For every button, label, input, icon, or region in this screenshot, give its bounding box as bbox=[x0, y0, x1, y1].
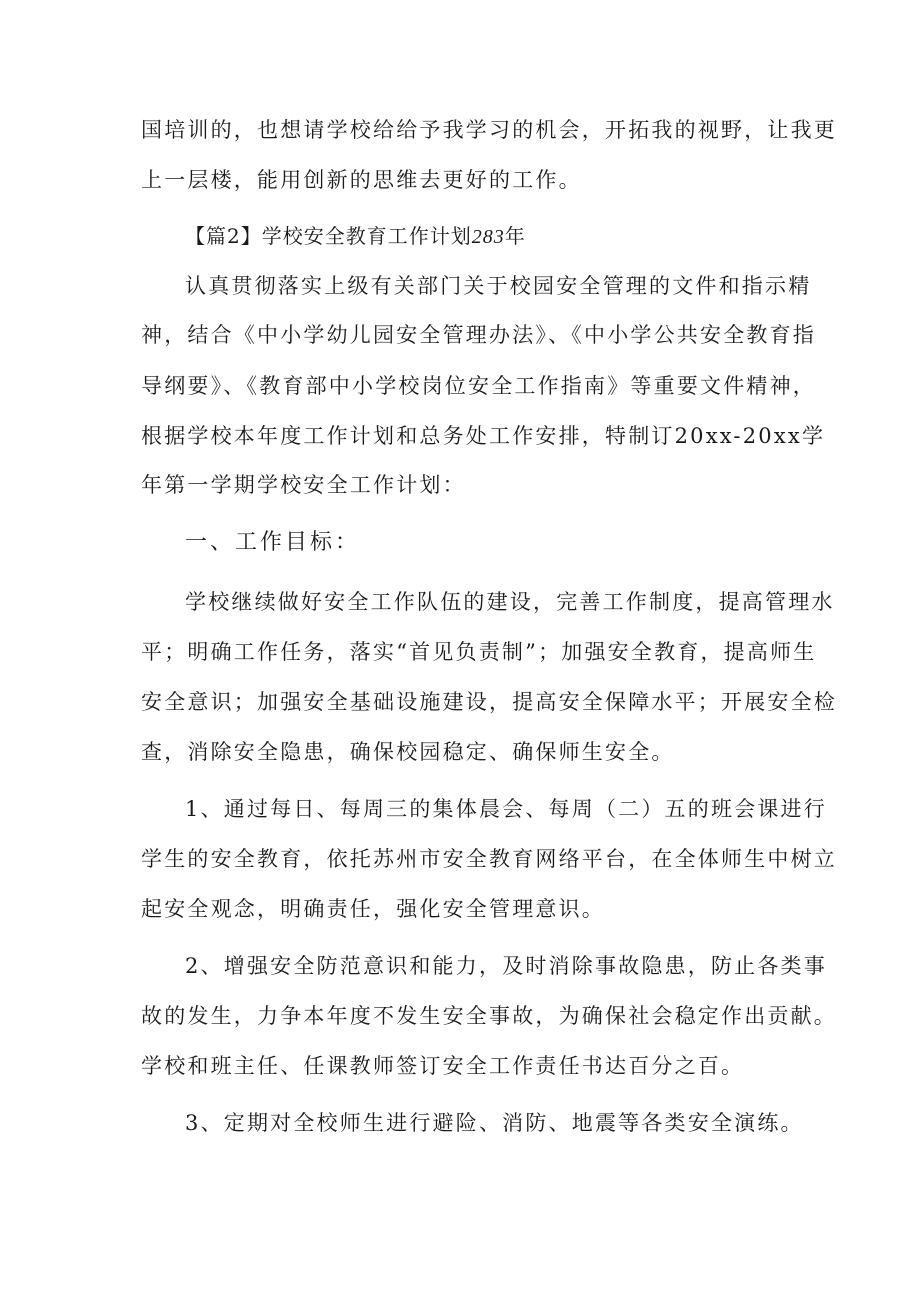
item2-line-2: 故的发生，力争本年度不发生安全事故，为确保社会稳定作出贡献。 bbox=[141, 1004, 837, 1028]
item2-line-3: 学校和班主任、任课教师签订安全工作责任书达百分之百。 bbox=[141, 1054, 745, 1078]
para1-line-5: 年第一学期学校安全工作计划： bbox=[141, 473, 466, 497]
section-heading bbox=[185, 223, 526, 250]
para1-line-2: 神，结合《中小学幼儿园安全管理办法》、《中小学公共安全教育指 bbox=[141, 323, 816, 347]
para1-line-1: 认真贯彻落实上级有关部门关于校园安全管理的文件和指示精 bbox=[185, 274, 812, 298]
item3-line-1: 3、定期对全校师生进行避险、消防、地震等各类安全演练。 bbox=[185, 1111, 804, 1135]
heading-suffix: 年 bbox=[504, 224, 526, 248]
para2-line-1: 学校继续做好安全工作队伍的建设，完善工作制度，提高管理水 bbox=[185, 590, 835, 614]
heading-number: 283 bbox=[471, 226, 505, 248]
para1-line-3: 导纲要》、《教育部中小学校岗位安全工作指南》等重要文件精神， bbox=[141, 374, 816, 398]
heading-prefix: 【篇2】学校安全教育工作计划 bbox=[185, 224, 472, 248]
item1-line-1: 1、通过每日、每周三的集体晨会、每周（二）五的班会课进行 bbox=[185, 797, 827, 821]
item1-line-3: 起安全观念，明确责任，强化安全管理意识。 bbox=[141, 897, 605, 921]
item2-line-1: 2、增强安全防范意识和能力，及时消除事故隐患，防止各类事 bbox=[185, 954, 827, 978]
item1-line-2: 学生的安全教育，依托苏州市安全教育网络平台，在全体师生中树立 bbox=[141, 847, 837, 871]
section-title-goals: 一、工作目标： bbox=[185, 530, 361, 555]
para1-line-4: 根据学校本年度工作计划和总务处工作安排，特制订20xx-20xx学 bbox=[141, 424, 826, 448]
para2-line-2: 平；明确工作任务，落实“首见负责制”；加强安全教育，提高师生 bbox=[141, 640, 817, 664]
intro-line-2: 上一层楼，能用创新的思维去更好的工作。 bbox=[141, 168, 582, 192]
para2-line-3: 安全意识；加强安全基础设施建设，提高安全保障水平；开展安全检 bbox=[141, 690, 837, 714]
intro-line-1: 国培训的，也想请学校给给予我学习的机会，开拓我的视野，让我更 bbox=[141, 118, 837, 142]
para2-line-4: 查，消除安全隐患，确保校园稳定、确保师生安全。 bbox=[141, 740, 675, 764]
